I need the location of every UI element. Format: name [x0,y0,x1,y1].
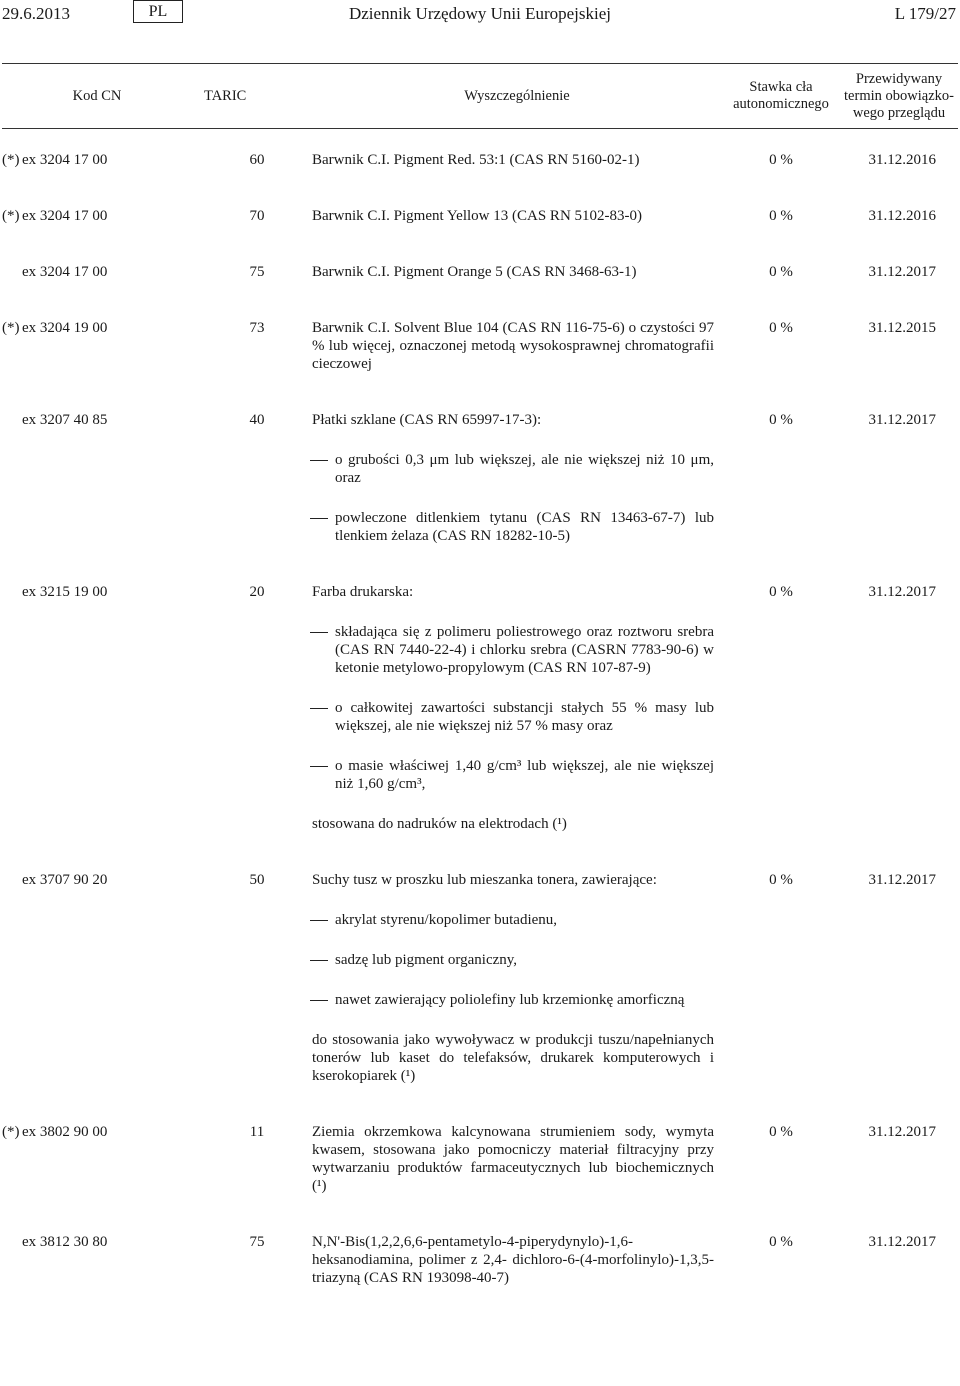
cell-rate: 0 % [769,1124,793,1140]
dash-marker [310,518,328,519]
sub-item [312,699,714,735]
sub-item [312,757,714,793]
table-row [2,833,958,1085]
cell-cn [2,833,202,1085]
cell-cn [2,373,202,545]
footnote-asterisk: (*) [2,152,20,168]
cell-taric: 40 [249,412,265,428]
description-text: Farba drukarska: [312,584,414,600]
cell-rate: 0 % [769,412,793,428]
cell-description [312,129,722,170]
dash-marker [310,960,328,961]
description-text: Suchy tusz w proszku lub mieszanka tonera, zawierające: [312,872,657,888]
cell-term: 31.12.2017 [868,264,936,280]
dash-marker [310,460,328,461]
cell-term: 31.12.2016 [868,152,936,168]
dash-marker [310,766,328,767]
sub-item-text: sadzę lub pigment organiczny, [335,952,518,968]
description-text: Ziemia okrzemkowa kalcynowana strumieniem sody, wymyta kwasem, stosowana jako pomocniczy materiał filtracyjny przy wytwarzaniu produktów farmaceutycznych lub biochemicznych (¹) [312,1124,714,1194]
description-text: Barwnik C.I. Pigment Orange 5 (CAS RN 3468-63-1) [312,264,637,280]
cn-code: ex 3802 90 00 [22,1124,108,1140]
cell-description [312,1085,722,1195]
cell-term: 31.12.2015 [868,320,936,336]
col-term [840,64,958,129]
dash-marker [310,920,328,921]
cell-description [312,281,722,373]
cell-taric: 70 [249,208,265,224]
cell-description [312,373,722,545]
sub-item-text: nawet zawierający poliolefiny lub krzemionkę amorficzną [335,992,685,1008]
cn-code: ex 3707 90 20 [22,872,108,888]
col-rate [722,64,840,129]
page-number: L 179/27 [894,4,956,23]
cell-cn [2,545,202,833]
cell-rate: 0 % [769,1234,793,1250]
tariff-table [2,63,958,1307]
sub-item-text: akrylat styrenu/kopolimer butadienu, [335,912,558,928]
cell-rate: 0 % [769,320,793,336]
cn-code: ex 3207 40 85 [22,412,108,428]
cell-description [312,225,722,281]
table-row [2,373,958,545]
sub-item [312,991,714,1009]
cell-rate: 0 % [769,152,793,168]
publication-date: 29.6.2013 [2,4,70,23]
sub-item [312,911,714,929]
cell-description [312,545,722,833]
cell-cn [2,281,202,373]
sub-item-text: składająca się z polimeru poliestrowego oraz roztworu srebra (CAS RN 7440-22-4) i chlorku srebra (CASRN 7783-90-6) w ketonie metylowo-propylowym (CAS RN 107-87-9) [335,624,714,676]
cell-taric: 11 [249,1124,265,1140]
cell-taric: 60 [249,152,265,168]
journal-title: Dziennik Urzędowy Unii Europejskiej [348,4,611,23]
sub-item [312,451,714,487]
table-row [2,129,958,170]
col-term-label: Przewidywany termin obowiązko-wego przeglądu [844,70,954,121]
cell-taric: 75 [249,264,265,280]
sub-item [312,623,714,677]
cell-rate: 0 % [769,264,793,280]
table-row [2,169,958,225]
sub-item-text: o całkowitej zawartości substancji stałych 55 % masy lub większej, ale nie większej niż 57 % masy oraz [335,700,714,734]
cn-code: ex 3215 19 00 [22,584,108,600]
table-row [2,1085,958,1195]
cell-term: 31.12.2017 [868,872,936,888]
cn-code: ex 3204 17 00 [22,208,108,224]
sub-item [312,951,714,969]
cell-term: 31.12.2017 [868,1234,936,1250]
footnote-asterisk: (*) [2,1124,20,1140]
footnote-asterisk: (*) [2,208,20,224]
cell-rate: 0 % [769,584,793,600]
page-header [0,0,960,30]
cell-cn [2,225,202,281]
col-description: Wyszczególnienie [312,64,722,129]
table-row [2,545,958,833]
cell-term: 31.12.2017 [868,412,936,428]
table-row [2,225,958,281]
table-row [2,281,958,373]
sub-item-text: o masie właściwej 1,40 g/cm³ lub większej, ale nie większej niż 1,60 g/cm³, [335,758,714,792]
cn-code: ex 3204 19 00 [22,320,108,336]
sub-item [312,509,714,545]
cell-description [312,169,722,225]
col-cn: Kod CN [2,64,202,129]
cell-taric: 20 [249,584,265,600]
description-text: Barwnik C.I. Pigment Red. 53:1 (CAS RN 5160-02-1) [312,152,640,168]
col-rate-label: Stawka cła autonomicznego [733,79,829,112]
cn-code: ex 3204 17 00 [22,152,108,168]
dash-marker [310,632,328,633]
cell-description [312,833,722,1085]
usage-note: do stosowania jako wywoływacz w produkcji tuszu/napełnianych tonerów lub kaset do telefaksów, drukarek komputerowych i kserokopiarek (¹) [312,1032,714,1084]
cell-description [312,1195,722,1307]
description-text: Płatki szklane (CAS RN 65997-17-3): [312,412,542,428]
cell-cn [2,1085,202,1195]
sub-item-text: o grubości 0,3 μm lub większej, ale nie większej niż 10 μm, oraz [335,452,714,486]
cell-cn [2,1195,202,1307]
description-text: Barwnik C.I. Pigment Yellow 13 (CAS RN 5102-83-0) [312,208,643,224]
cell-term: 31.12.2017 [868,584,936,600]
cell-rate: 0 % [769,208,793,224]
cell-term: 31.12.2016 [868,208,936,224]
description-text: N,N'-Bis(1,2,2,6,6-pentametylo-4-piperydynylo)-1,6-heksanodiamina, polimer z 2,4- dichloro-6-(4-morfolinylo)-1,3,5-triazyną (CAS RN 193098-40-7) [312,1234,714,1286]
table-row [2,1195,958,1307]
description-text: Barwnik C.I. Solvent Blue 104 (CAS RN 116-75-6) o czystości 97 % lub więcej, oznaczonej metodą wysokosprawnej chromatografii cieczowej [312,320,714,372]
cell-term: 31.12.2017 [868,1124,936,1140]
cn-code: ex 3812 30 80 [22,1234,108,1250]
cell-cn [2,129,202,170]
cell-cn [2,169,202,225]
cell-taric: 50 [249,872,265,888]
dash-marker [310,708,328,709]
table-header-row [2,64,958,129]
language-badge: PL [133,0,183,23]
col-taric: TARIC [202,64,312,129]
usage-note: stosowana do nadruków na elektrodach (¹) [312,816,567,832]
cell-taric: 73 [249,320,265,336]
cell-rate: 0 % [769,872,793,888]
cn-code: ex 3204 17 00 [22,264,108,280]
footnote-asterisk: (*) [2,320,20,336]
sub-item-text: powleczone ditlenkiem tytanu (CAS RN 13463-67-7) lub tlenkiem żelaza (CAS RN 18282-10-5) [335,510,714,544]
dash-marker [310,1000,328,1001]
cell-taric: 75 [249,1234,265,1250]
